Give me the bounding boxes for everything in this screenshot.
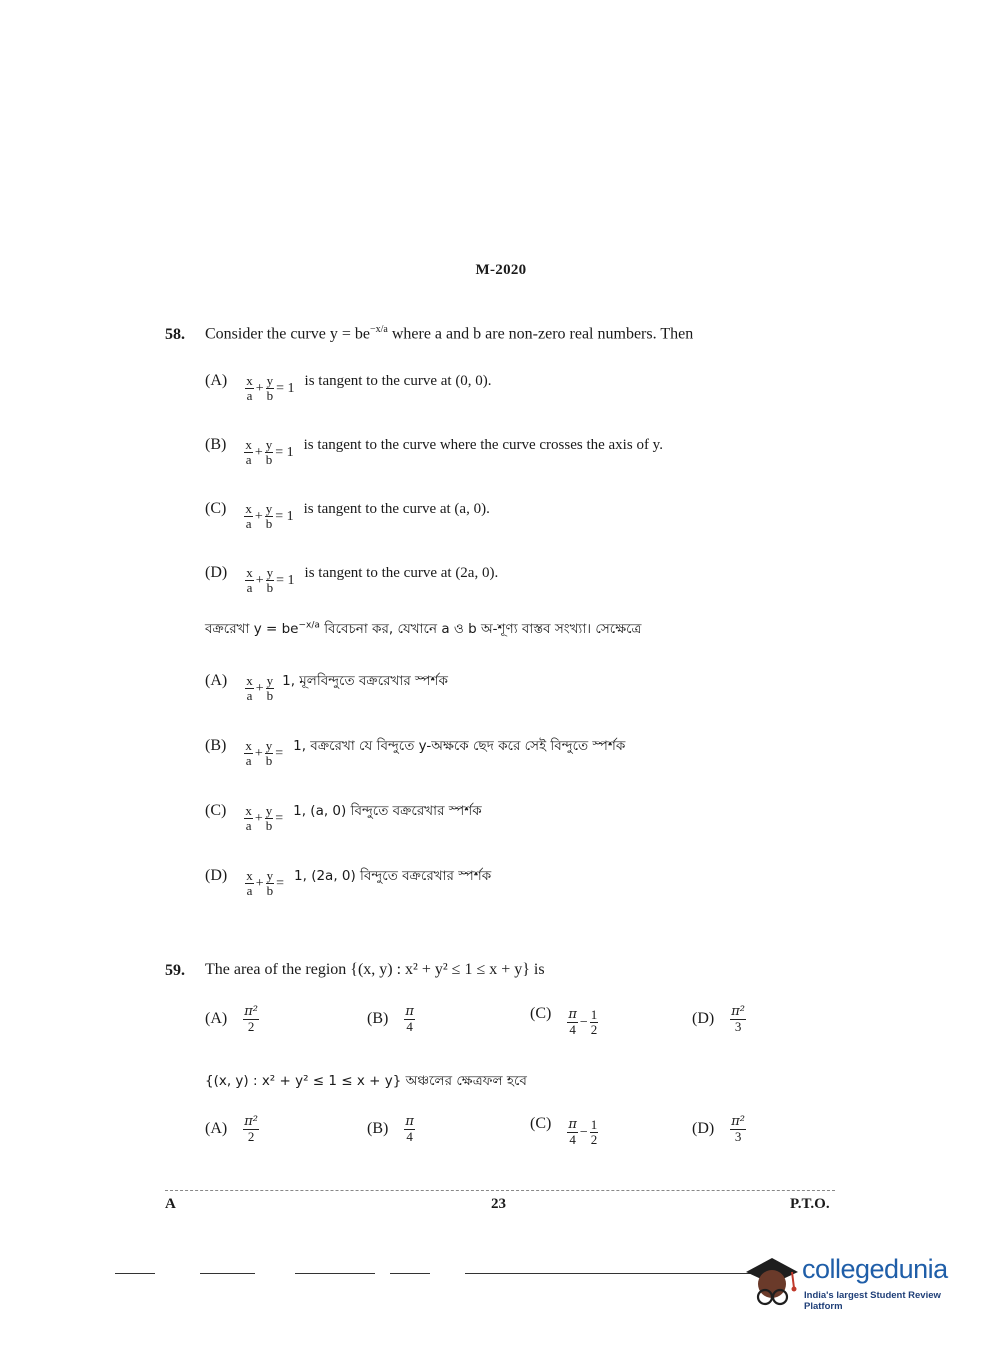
question-59-number: 59. (165, 962, 185, 979)
pto-label: P.T.O. (790, 1196, 830, 1212)
q59-bn-option-d: (D) $\frac{\text{π²}}{3}$ (692, 1114, 745, 1144)
q59-option-a: (A) $\frac{\text{π²}}{2}$ (205, 1004, 258, 1034)
q59-bn-option-c: (C) $\frac{\pi}{4}$ − $\frac{1}{2}$ (530, 1115, 598, 1147)
footer-divider (165, 1190, 835, 1191)
mascot-icon (742, 1250, 800, 1308)
question-58-number: 58. (165, 326, 185, 343)
q58-option-d: (D) $\frac{x}{a}$ + $\frac{y}{b}$ = 1 is tangent to the curve at (2a, 0). (205, 564, 499, 595)
q59-bn-option-b: (B) $\frac{\pi}{4}$ (367, 1114, 414, 1144)
question-58-text: Consider the curve $y = be^{-x/a}$ where a and b are non-zero real numbers. Then (205, 324, 694, 343)
logo-tagline: India's largest Student Review Platform (804, 1290, 941, 1312)
q58-bn-option-a: (A) $\frac{x}{a}$ + $\frac{y}{b}$ 1, মূলবিন্দুতে বক্ররেখার স্পর্শক (205, 672, 448, 703)
q59-option-b: (B) $\frac{\pi}{4}$ (367, 1004, 414, 1034)
question-59-text: The area of the region {(x, y) : x² + y² ≤ 1 ≤ x + y} is (205, 961, 545, 978)
q58-option-b: (B) $\frac{x}{a}$ + $\frac{y}{b}$ = 1 is tangent to the curve where the curve crosses the axis of y. (205, 436, 663, 467)
q58-option-a: (A) $\frac{x}{a}$ + $\frac{y}{b}$ = 1 is tangent to the curve at (0, 0). (205, 372, 492, 403)
q59-option-c: (C) $\frac{\pi}{4}$ − $\frac{1}{2}$ (530, 1005, 598, 1037)
question-58-text-bengali: বক্ররেখা $y = be^{-x/a}$ বিবেচনা কর, যেখানে a ও b অ-শূণ্য বাস্তব সংখ্যা। সেক্ষেত্রে (205, 620, 642, 637)
footer-set-label: A (165, 1196, 176, 1212)
q58-bn-option-c: (C) $\frac{x}{a}$ + $\frac{y}{b}$ = 1, (a, 0) বিন্দুতে বক্ররেখার স্পর্শক (205, 802, 482, 833)
q59-bn-option-a: (A) $\frac{\text{π²}}{2}$ (205, 1114, 258, 1144)
q58-bn-option-b: (B) $\frac{x}{a}$ + $\frac{y}{b}$ = 1, বক্ররেখা যে বিন্দুতে y-অক্ষকে ছেদ করে সেই বিন্দুতে স্পর্শক (205, 737, 626, 768)
paper-code: M-2020 (475, 262, 527, 278)
page-number: 23 (491, 1196, 506, 1212)
logo-wordmark: collegedunia (802, 1254, 948, 1284)
q58-bn-option-d: (D) $\frac{x}{a}$ + $\frac{y}{b}$ = 1, (2a, 0) বিন্দুতে বক্ররেখার স্পর্শক (205, 867, 492, 898)
collegedunia-logo (742, 1248, 972, 1312)
scan-underlines (110, 1273, 760, 1275)
q58-option-c: (C) $\frac{x}{a}$ + $\frac{y}{b}$ = 1 is tangent to the curve at (a, 0). (205, 500, 490, 531)
q59-option-d: (D) $\frac{\text{π²}}{3}$ (692, 1004, 745, 1034)
question-59-text-bengali: {(x, y) : x² + y² ≤ 1 ≤ x + y} অঞ্চলের ক্ষেত্রফল হবে (205, 1073, 527, 1089)
